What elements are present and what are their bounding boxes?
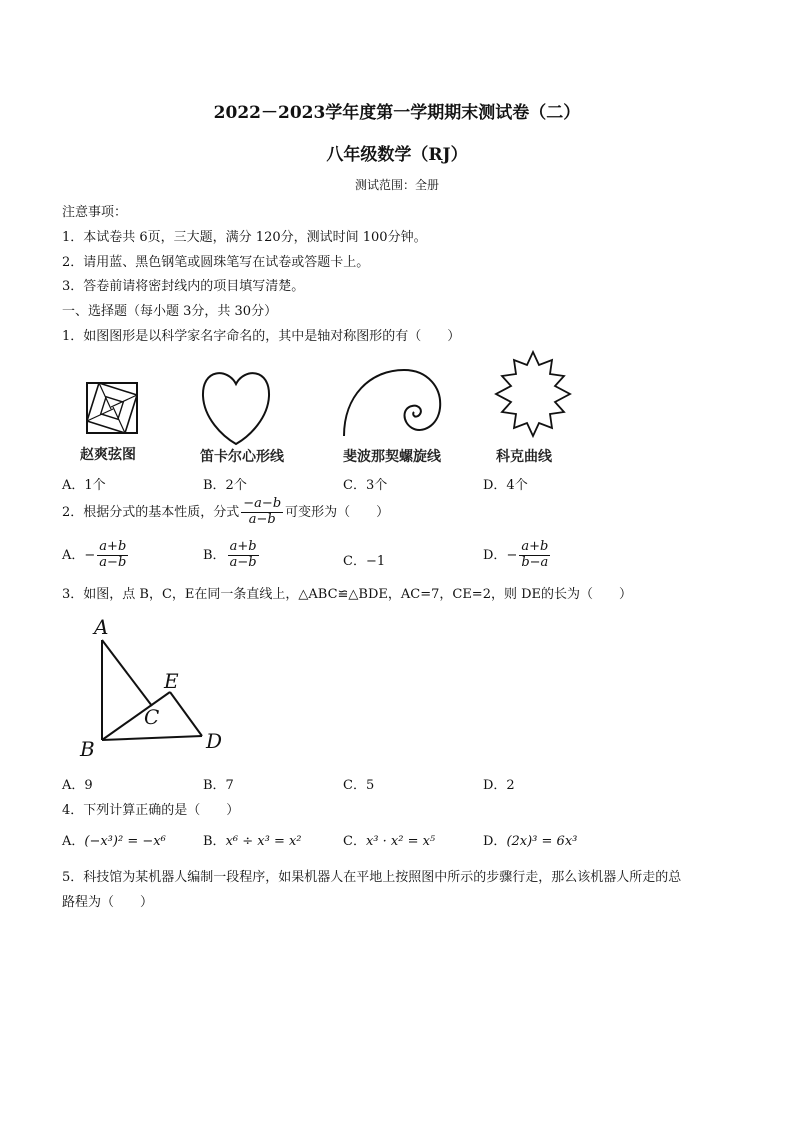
test-scope: 测试范围：全册 xyxy=(354,178,439,192)
q3-option-b[interactable]: B．7 xyxy=(203,778,234,793)
point-c-label: C xyxy=(144,705,160,729)
zhao-shuang-diagram xyxy=(86,382,138,434)
figure-label-zhao-shuang: 赵爽弦图 xyxy=(80,447,136,463)
fibonacci-spiral-diagram xyxy=(342,368,442,438)
point-e-label: E xyxy=(164,669,179,693)
q2-option-c[interactable]: C．−1 xyxy=(343,554,386,569)
exam-subtitle: 八年级数学（RJ） xyxy=(326,145,468,165)
figure-label-koch: 科克曲线 xyxy=(496,449,552,465)
figure-label-cardioid: 笛卡尔心形线 xyxy=(200,449,284,465)
q4-option-c[interactable]: C．x³ · x² = x⁵ xyxy=(343,834,436,849)
section-1-heading: 一、选择题（每小题 3分，共 30分） xyxy=(62,304,278,319)
note-item-1: 1．本试卷共 6页，三大题，满分 120分，测试时间 100分钟。 xyxy=(62,230,427,245)
q2-stem: 2．根据分式的基本性质，分式 $\frac{-a-b}{a-b}$ 可变形为（ ） xyxy=(62,496,390,527)
triangle-congruence-diagram xyxy=(80,612,240,762)
q4-option-a[interactable]: A．(−x³)² = −x⁶ xyxy=(62,834,166,849)
q3-option-c[interactable]: C．5 xyxy=(343,778,375,793)
q1-stem: 1．如图图形是以科学家名字命名的，其中是轴对称图形的有（ ） xyxy=(62,329,461,344)
q4-option-b[interactable]: B．x⁶ ÷ x³ = x² xyxy=(203,834,302,849)
q5-stem-line-2: 路程为（ ） xyxy=(62,895,154,910)
q5-stem-line-1: 5．科技馆为某机器人编制一段程序，如果机器人在平地上按照图中所示的步骤行走，那么该机器人所走的总 xyxy=(62,870,682,885)
q2-option-d[interactable]: D．− $\frac{a+b}{b-a}$ xyxy=(483,539,549,570)
point-b-label: B xyxy=(80,737,95,761)
q2-option-b[interactable]: B． $\frac{a+b}{a-b}$ xyxy=(203,539,257,570)
q2-option-a[interactable]: A．− $\frac{a+b}{a-b}$ xyxy=(62,539,127,570)
point-d-label: D xyxy=(206,729,223,753)
note-item-3: 3．答卷前请将密封线内的项目填写清楚。 xyxy=(62,279,305,294)
exam-title: 2022－2023学年度第一学期期末测试卷（二） xyxy=(213,103,581,123)
q1-option-a[interactable]: A．1个 xyxy=(62,478,106,493)
note-item-2: 2．请用蓝、黑色钢笔或圆珠笔写在试卷或答题卡上。 xyxy=(62,255,370,270)
q1-option-b[interactable]: B．2个 xyxy=(203,478,247,493)
q1-option-c[interactable]: C．3个 xyxy=(343,478,388,493)
figure-label-fibonacci: 斐波那契螺旋线 xyxy=(343,449,441,465)
notes-heading: 注意事项： xyxy=(62,205,128,220)
q4-stem: 4．下列计算正确的是（ ） xyxy=(62,803,240,818)
q3-stem: 3．如图，点 B，C，E在同一条直线上，△ABC≌△BDE，AC=7，CE=2，则 DE的长为（ ） xyxy=(62,587,633,602)
q2-stem-fraction: $\frac{-a-b}{a-b}$ xyxy=(243,496,282,527)
q3-option-d[interactable]: D．2 xyxy=(483,778,515,793)
cardioid-diagram xyxy=(200,366,272,446)
point-a-label: A xyxy=(94,615,109,639)
q1-option-d[interactable]: D．4个 xyxy=(483,478,528,493)
q4-option-d[interactable]: D．(2x)³ = 6x³ xyxy=(483,834,578,849)
q3-option-a[interactable]: A．9 xyxy=(62,778,93,793)
koch-snowflake-diagram xyxy=(492,350,574,438)
